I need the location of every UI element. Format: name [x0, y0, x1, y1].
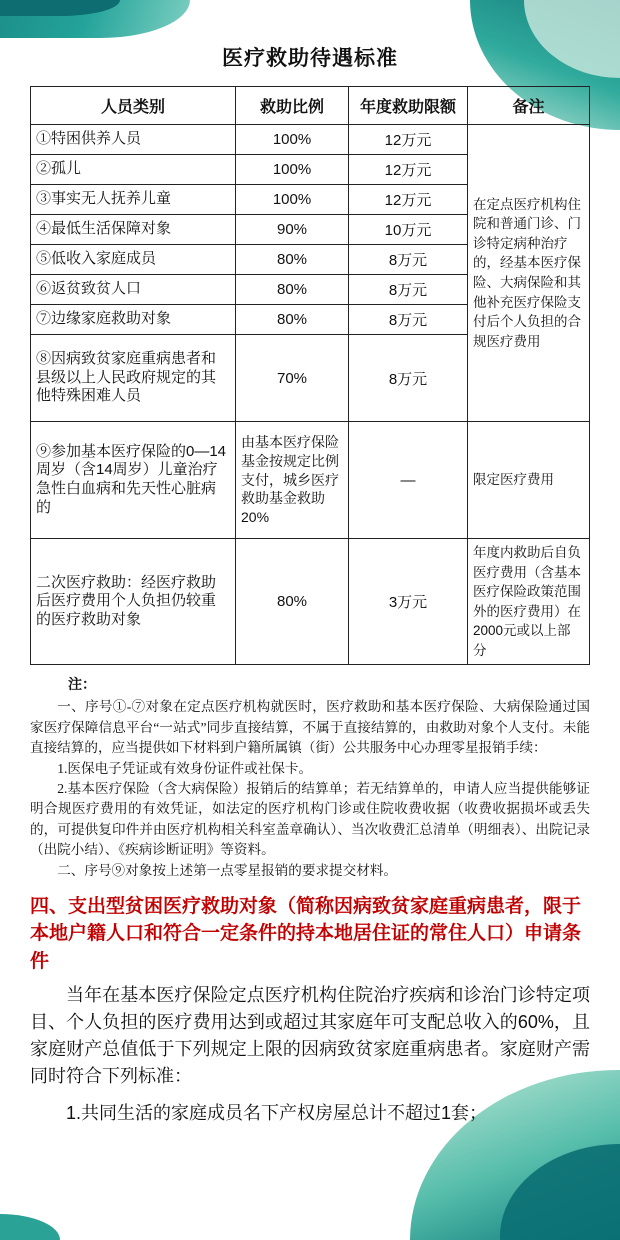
section-heading-four: 四、支出型贫困医疗救助对象（简称因病致贫家庭重病患者，限于本地户籍人口和符合一定条件的持本地居住证的常住人口）申请条件 [30, 895, 582, 972]
column-header-limit: 年度救助限额 [349, 87, 468, 125]
cell-ratio: 100% [236, 155, 349, 185]
cell-ratio: 80% [236, 305, 349, 335]
cell-category: 二次医疗救助：经医疗救助后医疗费用个人负担仍较重的医疗救助对象 [31, 539, 236, 665]
cell-ratio: 90% [236, 215, 349, 245]
cell-ratio: 80% [236, 275, 349, 305]
cell-limit: 8万元 [349, 305, 468, 335]
cell-limit: 8万元 [349, 275, 468, 305]
cell-category: ②孤儿 [31, 155, 236, 185]
cell-ratio: 100% [236, 185, 349, 215]
cell-limit: 12万元 [349, 185, 468, 215]
cell-remark-merged: 在定点医疗机构住院和普通门诊、门诊特定病种治疗的，经基本医疗保险、大病保险和其他补充医疗保险支付后个人负担的合规医疗费用 [468, 125, 590, 422]
cell-limit: 12万元 [349, 125, 468, 155]
cell-ratio: 80% [236, 245, 349, 275]
cell-category: ⑥返贫致贫人口 [31, 275, 236, 305]
cell-category: ④最低生活保障对象 [31, 215, 236, 245]
cell-category: ⑨参加基本医疗保险的0—14周岁（含14周岁）儿童治疗急性白血病和先天性心脏病的 [31, 422, 236, 539]
table-row [31, 422, 590, 539]
cell-category: ⑦边缘家庭救助对象 [31, 305, 236, 335]
cell-ratio: 80% [236, 539, 349, 665]
cell-ratio: 100% [236, 125, 349, 155]
cell-limit: 8万元 [349, 245, 468, 275]
cell-category: ⑧因病致贫家庭重病患者和县级以上人民政府规定的其他特殊困难人员 [31, 335, 236, 422]
decoration-bottom-left [0, 1214, 60, 1240]
cell-limit: 8万元 [349, 335, 468, 422]
cell-limit: — [349, 422, 468, 539]
notes-item: 1.医保电子凭证或有效身份证件或社保卡。 [57, 760, 313, 776]
page-title: 医疗救助待遇标准 [222, 47, 398, 70]
notes-item: 二、序号⑨对象按上述第一点零星报销的要求提交材料。 [57, 862, 398, 878]
notes-heading: 注： [68, 678, 96, 694]
cell-limit: 3万元 [349, 539, 468, 665]
cell-limit: 10万元 [349, 215, 468, 245]
section-list-item-1: 1.共同生活的家庭成员名下产权房屋总计不超过1套； [66, 1102, 488, 1123]
notes-item: 2.基本医疗保险（含大病保险）报销后的结算单；若无结算单的，申请人应当提供能够证明合规医疗费用的有效凭证，如法定的医疗机构门诊或住院收费收据（收费收据损坏或丢失的，可提供复印件并由医疗机构相关科室盖章确认）、当次收费汇总清单（明细表）、出院记录（出院小结）、《疾病诊断证明》等资料。 [30, 780, 590, 858]
section-paragraph: 当年在基本医疗保险定点医疗机构住院治疗疾病和诊治门诊特定项目、个人负担的医疗费用达到或超过其家庭年可支配总收入的60%，且家庭财产总值低于下列规定上限的因病致贫家庭重病患者。家庭财产需同时符合下列标准： [30, 984, 590, 1086]
table-row [31, 125, 590, 155]
notes-block [30, 675, 590, 881]
table-row [31, 539, 590, 665]
cell-category: ③事实无人抚养儿童 [31, 185, 236, 215]
cell-remark: 年度内救助后自负医疗费用（含基本医疗保险政策范围外的医疗费用）在2000元或以上部分 [468, 539, 590, 665]
cell-remark: 限定医疗费用 [468, 422, 590, 539]
cell-category: ①特困供养人员 [31, 125, 236, 155]
notes-item: 一、序号①-⑦对象在定点医疗机构就医时，医疗救助和基本医疗保险、大病保险通过国家医疗保障信息平台“一站式”同步直接结算，不属于直接结算的，由救助对象个人支付。未能直接结算的，应当提供如下材料到户籍所属镇（街）公共服务中心办理零星报销手续： [30, 699, 590, 756]
medical-assistance-table [30, 86, 590, 665]
cell-ratio: 由基本医疗保险基金按规定比例支付，城乡医疗救助基金救助20% [236, 422, 349, 539]
column-header-remark: 备注 [468, 87, 590, 125]
cell-ratio: 70% [236, 335, 349, 422]
column-header-category: 人员类别 [31, 87, 236, 125]
table-header-row [31, 87, 590, 125]
column-header-ratio: 救助比例 [236, 87, 349, 125]
cell-limit: 12万元 [349, 155, 468, 185]
cell-category: ⑤低收入家庭成员 [31, 245, 236, 275]
